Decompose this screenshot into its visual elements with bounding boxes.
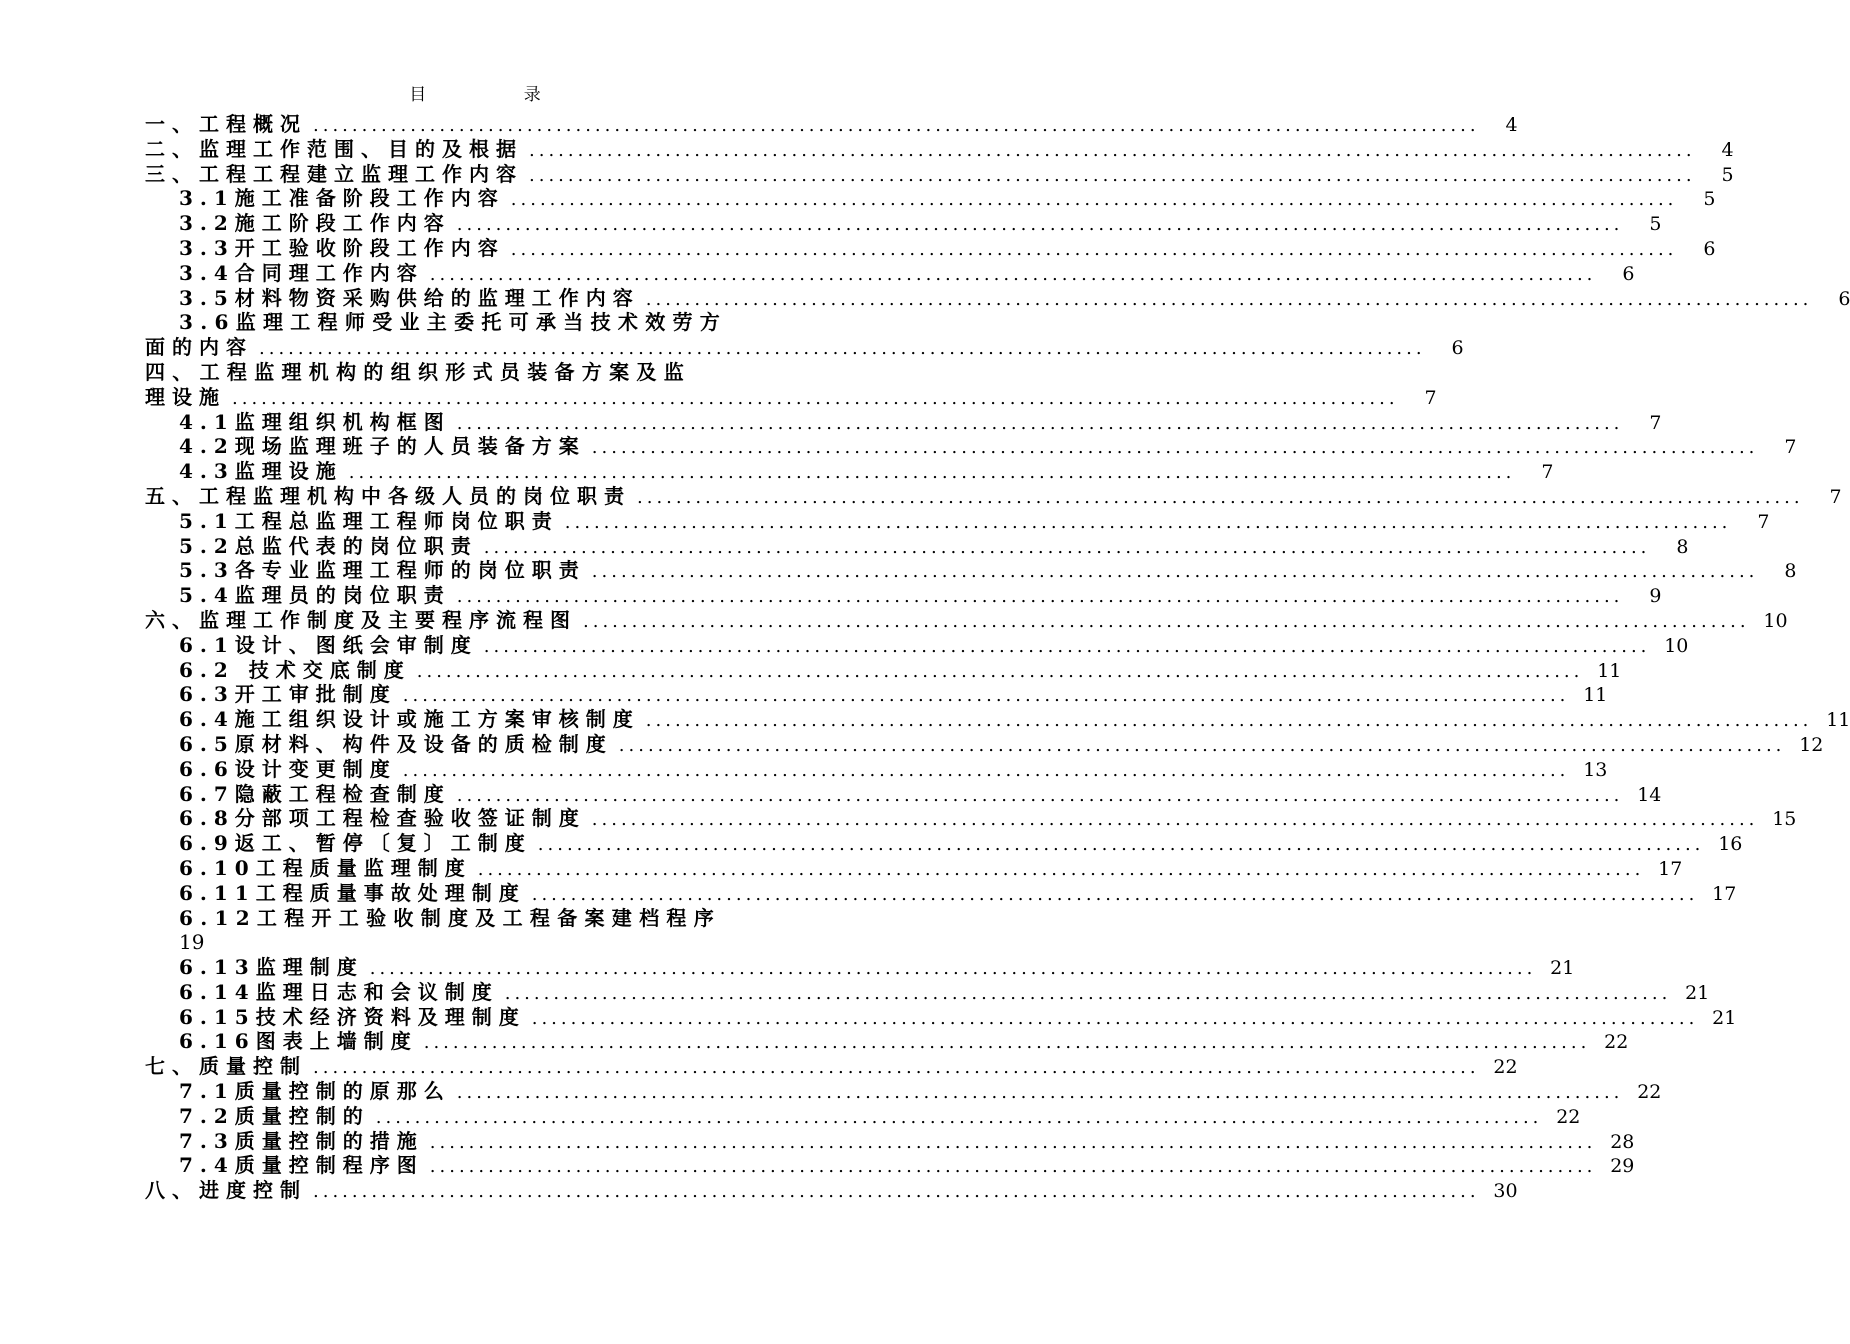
toc-entry-label: 面的内容 <box>145 335 253 360</box>
toc-entry <box>145 1178 1518 1203</box>
toc-entry <box>145 136 1734 162</box>
toc-entry-page: 7 <box>1649 411 1662 434</box>
toc-entry <box>145 211 1662 236</box>
toc-entry-page: 22 <box>1556 1105 1581 1128</box>
toc-entry <box>145 483 1842 509</box>
toc-entry-page: 22 <box>1637 1081 1662 1104</box>
toc-entry-page: 21 <box>1550 957 1575 980</box>
toc-dot-leader: ........................................................................................................................ <box>529 164 1696 186</box>
toc-entry <box>145 508 1770 534</box>
toc-entry <box>145 112 1518 137</box>
toc-entry <box>145 409 1662 435</box>
toc-entry-page: 13 <box>1583 758 1608 781</box>
toc-entry-label: 四、工程监理机构的组织形式员装备方案及监 <box>145 359 691 384</box>
toc-entry <box>145 583 1662 608</box>
toc-entry-page: 22 <box>1493 1056 1518 1079</box>
toc-entry-page: 4 <box>1721 138 1734 161</box>
toc-entry-page: 8 <box>1784 560 1797 583</box>
toc-entry-label: 5.3各专业监理工程师的岗位职责 <box>179 558 586 583</box>
toc-entry-label: 3.3开工验收阶段工作内容 <box>179 235 505 260</box>
toc-entry <box>145 979 1710 1005</box>
toc-entry-label: 3.1施工准备阶段工作内容 <box>179 186 505 211</box>
toc-entry-label: 八、进度控制 <box>145 1178 307 1203</box>
toc-dot-leader: ........................................................................................................................ <box>232 387 1399 409</box>
toc-entry <box>145 235 1716 261</box>
toc-entry <box>145 360 805 385</box>
toc-dot-leader: ........................................................................................................................ <box>645 710 1813 732</box>
toc-entry <box>145 1029 1629 1054</box>
toc-entry-label: 4.3监理设施 <box>179 459 343 484</box>
toc-entry <box>145 756 1608 782</box>
toc-entry-page: 29 <box>1610 1155 1635 1178</box>
toc-dot-leader: ........................................................................................................................ <box>591 561 1759 583</box>
table-of-contents <box>145 112 1850 1203</box>
toc-entry-label: 6.8分部项工程检查验收签证制度 <box>179 806 586 831</box>
toc-entry-label: 6.10工程质量监理制度 <box>179 855 472 880</box>
toc-entry-label: 3.4合同理工作内容 <box>179 260 424 285</box>
toc-entry-page: 10 <box>1664 634 1689 657</box>
toc-entry-page: 17 <box>1658 857 1683 880</box>
toc-entry <box>145 459 1554 484</box>
toc-entry <box>145 607 1788 633</box>
toc-entry-page: 6 <box>1703 237 1716 260</box>
toc-entry-page: 7 <box>1784 436 1797 459</box>
toc-entry <box>145 335 1464 360</box>
toc-entry <box>145 384 1437 410</box>
toc-dot-leader: ........................................................................................................................ <box>313 1181 1480 1203</box>
toc-entry <box>145 1054 1518 1079</box>
toc-entry-page: 15 <box>1772 808 1797 831</box>
toc-entry <box>145 533 1689 559</box>
toc-entry-page: 10 <box>1763 609 1788 632</box>
toc-entry <box>145 806 1797 831</box>
toc-entry-page: 6 <box>1622 262 1635 285</box>
toc-dot-leader: ........................................................................................................................ <box>537 834 1705 856</box>
toc-entry-label: 6.9返工、暂停〔复〕工制度 <box>179 831 532 856</box>
toc-entry-page: 21 <box>1712 1006 1737 1029</box>
toc-entry-label: 6.13监理制度 <box>179 955 364 980</box>
toc-entry <box>145 707 1850 732</box>
toc-entry-label: 7.4质量控制程序图 <box>179 1153 424 1178</box>
toc-entry <box>145 781 1662 807</box>
toc-dot-leader: ........................................................................................................................ <box>477 858 1645 880</box>
toc-entry-page: 11 <box>1583 684 1608 707</box>
toc-entry <box>145 310 805 335</box>
toc-entry <box>145 855 1683 881</box>
toc-entry-page: 4 <box>1505 114 1518 136</box>
toc-entry-page: 5 <box>1721 163 1734 186</box>
toc-entry-label: 5.2总监代表的岗位职责 <box>179 533 478 558</box>
toc-entry-label: 6.11工程质量事故处理制度 <box>179 880 526 905</box>
toc-entry <box>145 955 1575 980</box>
toc-entry-label: 7.3质量控制的措施 <box>179 1128 424 1153</box>
toc-entry <box>145 558 1797 583</box>
toc-dot-leader: ........................................................................................................................ <box>483 635 1651 657</box>
toc-entry-page: 7 <box>1829 485 1842 508</box>
toc-dot-leader: ........................................................................................................................ <box>429 263 1597 285</box>
toc-entry-page: 7 <box>1541 461 1554 484</box>
toc-entry-label: 4.1监理组织机构框图 <box>179 409 451 434</box>
toc-entry-page: 16 <box>1718 833 1743 856</box>
toc-entry-page: 30 <box>1493 1180 1518 1203</box>
toc-entry-page: 11 <box>1597 659 1622 682</box>
toc-dot-leader: ........................................................................................................................ <box>564 511 1732 533</box>
toc-dot-leader: ........................................................................................................................ <box>531 1007 1699 1029</box>
toc-entry-label: 6.6设计变更制度 <box>179 756 397 781</box>
toc-entry-label: 3.6监理工程师受业主委托可承当技术效劳方 <box>179 310 728 335</box>
toc-dot-leader: ........................................................................................................................ <box>618 734 1786 756</box>
toc-dot-leader: ........................................................................................................................ <box>259 338 1426 360</box>
toc-dot-leader: ........................................................................................................................ <box>645 288 1813 310</box>
toc-dot-leader: ........................................................................................................................ <box>313 1057 1480 1079</box>
toc-entry-label: 3.5材料物资采购供给的监理工作内容 <box>179 285 640 310</box>
toc-dot-leader: ........................................................................................................................ <box>504 982 1672 1004</box>
toc-dot-leader: ........................................................................................................................ <box>510 238 1678 260</box>
toc-dot-leader: ........................................................................................................................ <box>456 1082 1624 1104</box>
toc-dot-leader: ........................................................................................................................ <box>529 139 1696 161</box>
toc-entry-label: 5.4监理员的岗位职责 <box>179 583 451 608</box>
toc-entry-label: 6.1设计、图纸会审制度 <box>179 632 478 657</box>
toc-entry-label: 六、监理工作制度及主要程序流程图 <box>145 607 577 632</box>
toc-entry <box>145 1079 1662 1104</box>
toc-dot-leader: ........................................................................................................................ <box>402 685 1570 707</box>
toc-dot-leader: ........................................................................................................................ <box>348 462 1516 484</box>
toc-entry-page: 5 <box>1703 188 1716 211</box>
toc-entry-page: 17 <box>1712 882 1737 905</box>
toc-dot-leader: ........................................................................................................................ <box>531 883 1699 905</box>
toc-dot-leader: ........................................................................................................................ <box>456 412 1624 434</box>
toc-entry-label: 6.15技术经济资料及理制度 <box>179 1004 526 1029</box>
toc-entry-label: 6.16图表上墙制度 <box>179 1029 418 1054</box>
toc-entry-page: 12 <box>1799 733 1824 756</box>
toc-entry <box>145 161 1734 187</box>
toc-entry <box>145 731 1824 757</box>
toc-entry-label: 5.1工程总监理工程师岗位职责 <box>179 508 559 533</box>
toc-entry-label: 五、工程监理机构中各级人员的岗位职责 <box>145 483 631 508</box>
toc-entry-page: 5 <box>1649 213 1662 236</box>
toc-entry-label: 三、工程工程建立监理工作内容 <box>145 161 523 186</box>
page-title: 目 录 <box>409 85 587 105</box>
toc-dot-leader: ........................................................................................................................ <box>402 759 1570 781</box>
toc-entry-label: 七、质量控制 <box>145 1054 307 1079</box>
toc-entry <box>145 1128 1635 1154</box>
toc-dot-leader: ........................................................................................................................ <box>456 586 1624 608</box>
toc-entry-label: 二、监理工作范围、目的及根据 <box>145 136 523 161</box>
toc-entry-page: 28 <box>1610 1130 1635 1153</box>
toc-entry <box>145 880 1737 906</box>
toc-entry-label: 6.2 技术交底制度 <box>179 657 411 682</box>
toc-entry <box>145 285 1850 311</box>
toc-entry-label: 6.14监理日志和会议制度 <box>179 979 499 1004</box>
toc-dot-leader: ........................................................................................................................ <box>423 1032 1591 1054</box>
toc-entry-label: 一、工程概况 <box>145 112 307 136</box>
toc-entry <box>145 1103 1581 1129</box>
toc-entry <box>145 682 1608 707</box>
toc-dot-leader: ........................................................................................................................ <box>637 486 1804 508</box>
toc-dot-leader: ........................................................................................................................ <box>591 437 1759 459</box>
toc-entry-page: 14 <box>1637 783 1662 806</box>
toc-entry-page: 7 <box>1424 386 1437 409</box>
toc-entry <box>145 260 1635 286</box>
toc-entry-label: 6.3开工审批制度 <box>179 682 397 707</box>
toc-entry <box>145 434 1797 459</box>
toc-entry-label: 19 <box>179 930 205 955</box>
toc-dot-leader: ........................................................................................................................ <box>369 958 1537 980</box>
toc-entry <box>145 1004 1737 1030</box>
toc-dot-leader: ........................................................................................................................ <box>456 784 1624 806</box>
toc-entry <box>145 831 1743 856</box>
toc-entry <box>145 906 805 931</box>
toc-entry-page: 6 <box>1451 337 1464 360</box>
toc-entry-page: 11 <box>1826 709 1850 732</box>
toc-entry-label: 6.12工程开工验收制度及工程备案建档程序 <box>179 905 722 930</box>
toc-entry <box>145 186 1716 211</box>
toc-entry <box>145 930 805 955</box>
toc-entry-page: 9 <box>1649 585 1662 608</box>
toc-entry-label: 7.2质量控制的 <box>179 1103 370 1128</box>
toc-entry <box>145 632 1689 658</box>
toc-dot-leader: ........................................................................................................................ <box>375 1106 1543 1128</box>
toc-dot-leader: ........................................................................................................................ <box>510 189 1678 211</box>
toc-entry-page: 22 <box>1604 1031 1629 1054</box>
toc-dot-leader: ........................................................................................................................ <box>483 536 1651 558</box>
toc-entry-label: 6.4施工组织设计或施工方案审核制度 <box>179 707 640 732</box>
toc-dot-leader: ........................................................................................................................ <box>429 1131 1597 1153</box>
toc-entry-label: 6.7隐蔽工程检查制度 <box>179 781 451 806</box>
toc-dot-leader: ........................................................................................................................ <box>416 660 1584 682</box>
toc-entry-label: 理设施 <box>145 384 226 409</box>
toc-entry-page: 21 <box>1685 981 1710 1004</box>
toc-dot-leader: ........................................................................................................................ <box>429 1156 1597 1178</box>
toc-dot-leader: ........................................................................................................................ <box>583 610 1750 632</box>
toc-entry-page: 7 <box>1757 510 1770 533</box>
toc-entry-label: 3.2施工阶段工作内容 <box>179 211 451 236</box>
toc-dot-leader: ........................................................................................................................ <box>456 214 1624 236</box>
toc-dot-leader: ........................................................................................................................ <box>313 115 1480 136</box>
toc-entry-label: 4.2现场监理班子的人员装备方案 <box>179 434 586 459</box>
toc-dot-leader: ........................................................................................................................ <box>591 809 1759 831</box>
toc-entry-page: 8 <box>1676 535 1689 558</box>
toc-entry-label: 6.5原材料、构件及设备的质检制度 <box>179 731 613 756</box>
toc-entry-page: 6 <box>1838 287 1850 310</box>
toc-entry <box>145 657 1622 683</box>
toc-entry-label: 7.1质量控制的原那么 <box>179 1079 451 1104</box>
toc-entry <box>145 1153 1635 1178</box>
